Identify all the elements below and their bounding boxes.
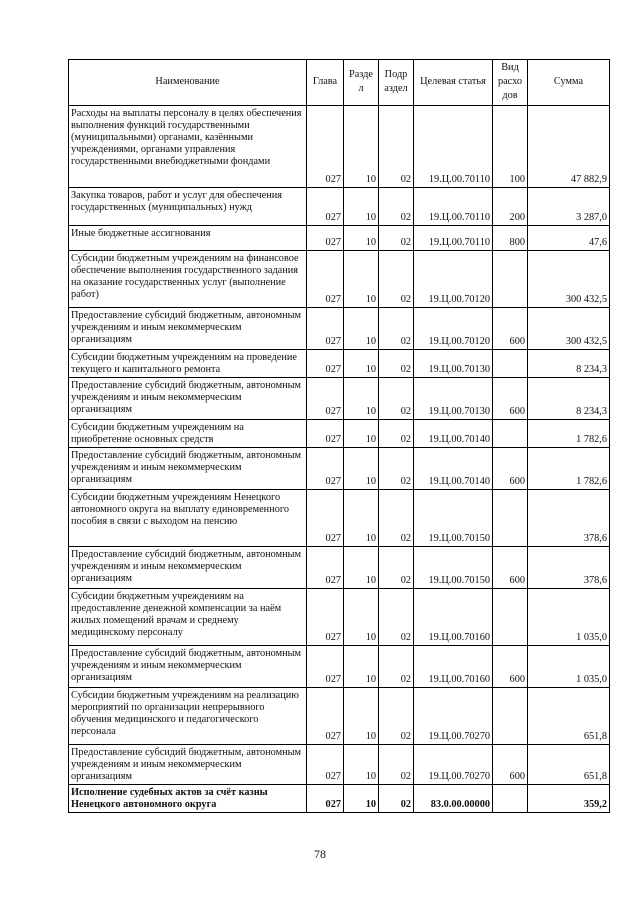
- cell-chapter: 027: [307, 378, 344, 420]
- table-row: [69, 350, 610, 378]
- cell-name: Предоставление субсидий бюджетным, автономным учреждениям и иным некоммерческим организациям: [69, 547, 307, 589]
- cell-name: Закупка товаров, работ и услуг для обеспечения государственных (муниципальных) нужд: [69, 188, 307, 226]
- table-row: [69, 226, 610, 251]
- cell-name: Исполнение судебных актов за счёт казны Ненецкого автономного округа: [69, 785, 307, 813]
- cell-chapter: 027: [307, 448, 344, 490]
- cell-chapter: 027: [307, 106, 344, 188]
- cell-name: Субсидии бюджетным учреждениям на реализацию мероприятий по организации непрерывного обучения медицинского и педагогического персонала: [69, 688, 307, 745]
- cell-section: 10: [344, 420, 379, 448]
- cell-name: Расходы на выплаты персоналу в целях обеспечения выполнения функций государственными (муниципальными) органами, казёнными учреждениями, органами управления государственными внебюджетными фондами: [69, 106, 307, 188]
- cell-amount: 359,2: [528, 785, 610, 813]
- table-row: [69, 448, 610, 490]
- cell-subsection: 02: [379, 785, 414, 813]
- cell-expense-type: [493, 251, 528, 308]
- cell-amount: 651,8: [528, 688, 610, 745]
- cell-chapter: 027: [307, 745, 344, 785]
- cell-section: 10: [344, 547, 379, 589]
- cell-subsection: 02: [379, 226, 414, 251]
- cell-amount: 300 432,5: [528, 251, 610, 308]
- cell-chapter: 027: [307, 188, 344, 226]
- cell-amount: 8 234,3: [528, 350, 610, 378]
- header-section: Разде л: [344, 60, 379, 106]
- table-row: [69, 646, 610, 688]
- header-expense-type: Вид расхо дов: [493, 60, 528, 106]
- cell-target: 19.Ц.00.70150: [414, 490, 493, 547]
- budget-table: [68, 59, 610, 813]
- cell-subsection: 02: [379, 547, 414, 589]
- cell-subsection: 02: [379, 420, 414, 448]
- cell-chapter: 027: [307, 490, 344, 547]
- cell-expense-type: [493, 350, 528, 378]
- table-row: [69, 308, 610, 350]
- cell-amount: 1 035,0: [528, 646, 610, 688]
- cell-section: 10: [344, 188, 379, 226]
- cell-subsection: 02: [379, 308, 414, 350]
- cell-name: Предоставление субсидий бюджетным, автономным учреждениям и иным некоммерческим организациям: [69, 308, 307, 350]
- table-row: [69, 745, 610, 785]
- cell-expense-type: 800: [493, 226, 528, 251]
- cell-amount: 3 287,0: [528, 188, 610, 226]
- cell-amount: 1 782,6: [528, 448, 610, 490]
- cell-amount: 651,8: [528, 745, 610, 785]
- cell-expense-type: [493, 589, 528, 646]
- cell-chapter: 027: [307, 308, 344, 350]
- cell-subsection: 02: [379, 378, 414, 420]
- cell-chapter: 027: [307, 420, 344, 448]
- cell-subsection: 02: [379, 188, 414, 226]
- cell-target: 19.Ц.00.70120: [414, 308, 493, 350]
- cell-expense-type: 600: [493, 448, 528, 490]
- cell-amount: 8 234,3: [528, 378, 610, 420]
- cell-section: 10: [344, 350, 379, 378]
- cell-subsection: 02: [379, 448, 414, 490]
- cell-section: 10: [344, 745, 379, 785]
- cell-subsection: 02: [379, 688, 414, 745]
- cell-subsection: 02: [379, 745, 414, 785]
- cell-name: Предоставление субсидий бюджетным, автономным учреждениям и иным некоммерческим организациям: [69, 378, 307, 420]
- header-amount: Сумма: [528, 60, 610, 106]
- cell-chapter: 027: [307, 646, 344, 688]
- cell-target: 19.Ц.00.70140: [414, 420, 493, 448]
- cell-target: 19.Ц.00.70140: [414, 448, 493, 490]
- cell-expense-type: 600: [493, 378, 528, 420]
- cell-name: Предоставление субсидий бюджетным, автономным учреждениям и иным некоммерческим организациям: [69, 448, 307, 490]
- header-chapter: Глава: [307, 60, 344, 106]
- cell-expense-type: 600: [493, 547, 528, 589]
- cell-section: 10: [344, 448, 379, 490]
- cell-target: 19.Ц.00.70110: [414, 226, 493, 251]
- cell-name: Иные бюджетные ассигнования: [69, 226, 307, 251]
- cell-section: 10: [344, 785, 379, 813]
- cell-expense-type: [493, 785, 528, 813]
- cell-chapter: 027: [307, 688, 344, 745]
- table-row: [69, 688, 610, 745]
- cell-target: 19.Ц.00.70160: [414, 589, 493, 646]
- cell-chapter: 027: [307, 785, 344, 813]
- table-row: [69, 490, 610, 547]
- header-subsection: Подр аздел: [379, 60, 414, 106]
- cell-name: Предоставление субсидий бюджетным, автономным учреждениям и иным некоммерческим организациям: [69, 646, 307, 688]
- cell-target: 19.Ц.00.70270: [414, 745, 493, 785]
- cell-expense-type: 600: [493, 646, 528, 688]
- cell-section: 10: [344, 106, 379, 188]
- cell-expense-type: [493, 688, 528, 745]
- cell-amount: 1 782,6: [528, 420, 610, 448]
- cell-chapter: 027: [307, 226, 344, 251]
- cell-section: 10: [344, 251, 379, 308]
- cell-section: 10: [344, 688, 379, 745]
- cell-subsection: 02: [379, 646, 414, 688]
- table-row: [69, 420, 610, 448]
- cell-name: Субсидии бюджетным учреждениям на финансовое обеспечение выполнения государственного задания на оказание государственных услуг (выполнение работ): [69, 251, 307, 308]
- cell-amount: 47,6: [528, 226, 610, 251]
- cell-target: 19.Ц.00.70110: [414, 106, 493, 188]
- cell-subsection: 02: [379, 251, 414, 308]
- table-header-row: [69, 60, 610, 106]
- table-body: [69, 106, 610, 813]
- cell-name: Субсидии бюджетным учреждениям на приобретение основных средств: [69, 420, 307, 448]
- cell-section: 10: [344, 308, 379, 350]
- table-row: [69, 547, 610, 589]
- cell-amount: 300 432,5: [528, 308, 610, 350]
- cell-section: 10: [344, 378, 379, 420]
- cell-section: 10: [344, 226, 379, 251]
- table-row: [69, 188, 610, 226]
- cell-amount: 47 882,9: [528, 106, 610, 188]
- cell-target: 19.Ц.00.70160: [414, 646, 493, 688]
- cell-chapter: 027: [307, 251, 344, 308]
- cell-expense-type: 200: [493, 188, 528, 226]
- cell-expense-type: [493, 420, 528, 448]
- table-row: [69, 251, 610, 308]
- cell-amount: 378,6: [528, 547, 610, 589]
- header-name: Наименование: [69, 60, 307, 106]
- cell-amount: 378,6: [528, 490, 610, 547]
- cell-subsection: 02: [379, 490, 414, 547]
- cell-target: 19.Ц.00.70130: [414, 378, 493, 420]
- cell-target: 19.Ц.00.70130: [414, 350, 493, 378]
- table-row: [69, 378, 610, 420]
- cell-section: 10: [344, 589, 379, 646]
- page-number: 78: [314, 847, 326, 861]
- cell-name: Субсидии бюджетным учреждениям на предоставление денежной компенсации за наём жилых помещений врачам и среднему медицинскому персоналу: [69, 589, 307, 646]
- cell-target: 19.Ц.00.70270: [414, 688, 493, 745]
- table-row: [69, 106, 610, 188]
- table-row: [69, 589, 610, 646]
- cell-expense-type: 100: [493, 106, 528, 188]
- cell-subsection: 02: [379, 589, 414, 646]
- cell-section: 10: [344, 490, 379, 547]
- cell-expense-type: 600: [493, 308, 528, 350]
- cell-expense-type: 600: [493, 745, 528, 785]
- cell-chapter: 027: [307, 547, 344, 589]
- cell-chapter: 027: [307, 589, 344, 646]
- cell-name: Субсидии бюджетным учреждениям Ненецкого автономного округа на выплату единовременного пособия в связи с выходом на пенсию: [69, 490, 307, 547]
- header-target: Целевая статья: [414, 60, 493, 106]
- table-row: [69, 785, 610, 813]
- cell-subsection: 02: [379, 106, 414, 188]
- cell-target: 19.Ц.00.70150: [414, 547, 493, 589]
- cell-target: 19.Ц.00.70120: [414, 251, 493, 308]
- cell-section: 10: [344, 646, 379, 688]
- cell-name: Предоставление субсидий бюджетным, автономным учреждениям и иным некоммерческим организациям: [69, 745, 307, 785]
- cell-target: 83.0.00.00000: [414, 785, 493, 813]
- cell-amount: 1 035,0: [528, 589, 610, 646]
- cell-expense-type: [493, 490, 528, 547]
- cell-subsection: 02: [379, 350, 414, 378]
- cell-chapter: 027: [307, 350, 344, 378]
- cell-name: Субсидии бюджетным учреждениям на проведение текущего и капитального ремонта: [69, 350, 307, 378]
- cell-target: 19.Ц.00.70110: [414, 188, 493, 226]
